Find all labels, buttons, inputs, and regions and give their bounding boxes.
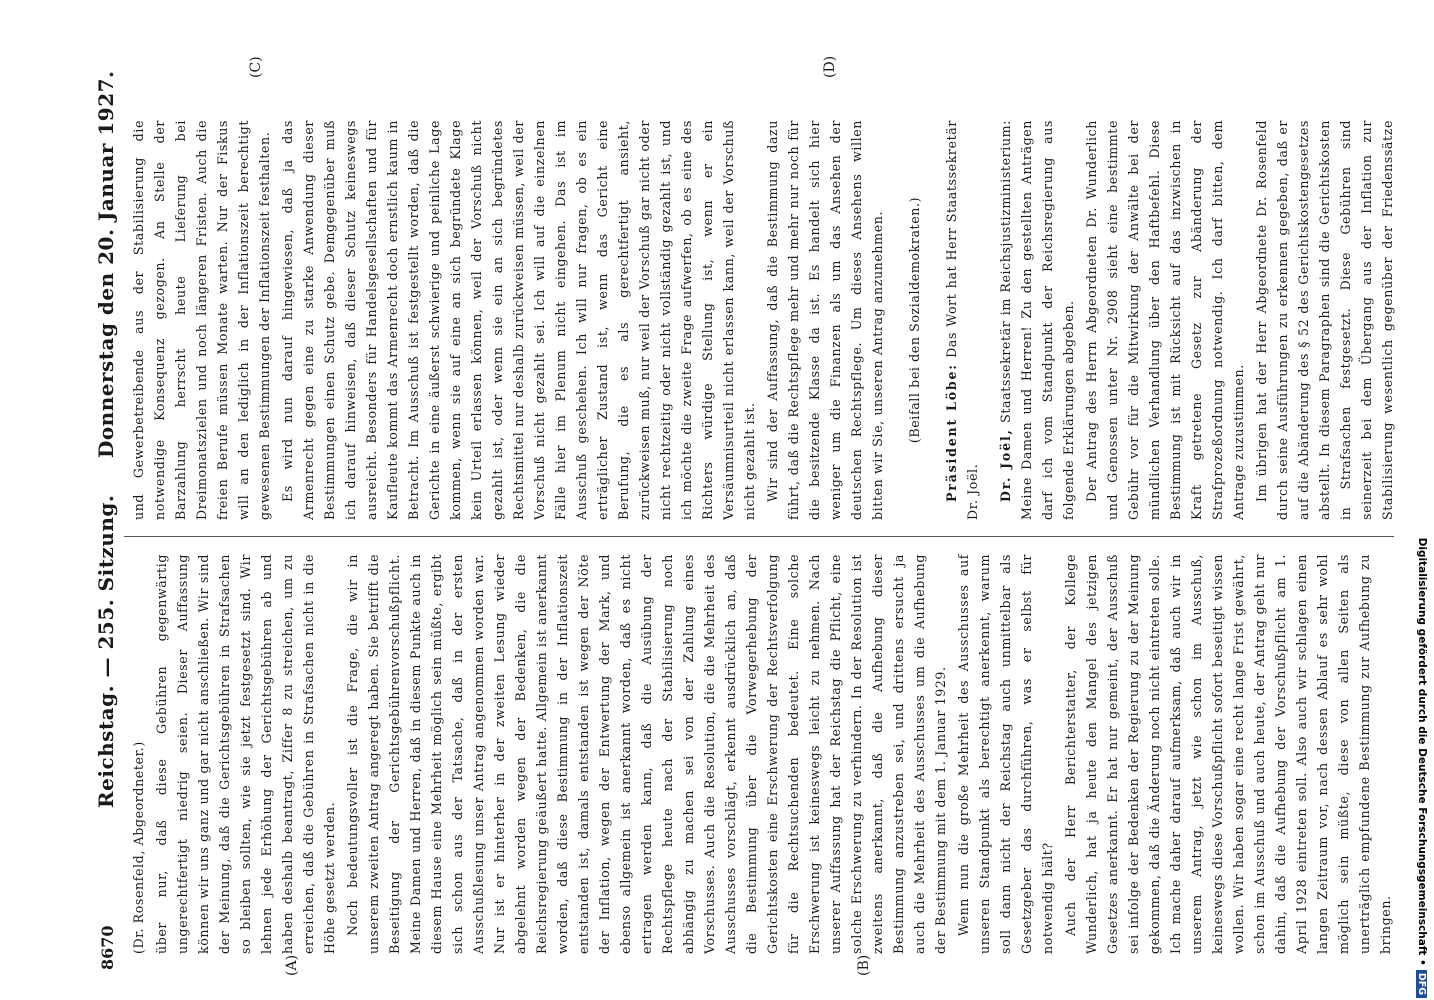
speaker-name: Präsident Löbe:	[944, 363, 959, 502]
paragraph: Wir sind der Auffassung, daß die Bestimmung dazu führt, daß die Rechtspflege mehr und mehr nur noch für die besitzende Klasse da ist. Es handelt sich hier weniger um die Finanzen als um das Ansehen der deutschen Rechtspflege. Um dieses Ansehens willen bitten wir Sie, unseren Antrag anzunehmen.	[765, 120, 885, 520]
paragraph: Noch bedeutungsvoller ist die Frage, die wir in unserem zweiten Antrag angeregt haben. Sie betrifft die Beseitigung der Gerichtsgebührenvorschußpflicht. Meine Damen und Herren, daß in diesem Punkte auch in diesem Hause eine Mehrheit möglich sein müßte, ergibt sich schon aus der Tatsache, daß in der ersten Ausschußlesung unser Antrag angenommen worden war. Nur ist er hinterher in der zweiten Lesung wieder abgelehnt worden wegen der Bedenken, die die Reichsregierung geäußert hatte. Allgemein ist anerkannt worden, daß diese Bestimmung in der Inflationszeit entstanden ist, damals entstanden ist wegen der Nöte der Inflation, wegen der Entwertung der Mark, und ebenso allgemein ist anerkannt worden, daß es nicht ertragen werden kann, daß die Ausübung der Rechtspflege heute nach der Stabilisierung noch abhängig zu machen sei von der Zahlung eines Vorschusses. Auch die Resolution, die die Mehrheit des Ausschusses vorschlägt, erkennt ausdrücklich an, daß die Bestimmung über die Vorwegerhebung der Gerichtskosten eine Erschwerung der Rechtsverfolgung für die Rechtsuchenden bedeutet. Eine solche Erschwerung ist keineswegs leicht zu nehmen. Nach unserer Auffassung hat der Reichstag die Pflicht, eine solche Erschwerung zu verhindern. In der Resolution ist zweitens anerkannt, daß die Aufhebung dieser Bestimmung anzustreben sei, und drittens ersucht ja auch die Mehrheit des Ausschusses um die Aufhebung der Bestimmung mit dem 1. Januar 1929.	[345, 554, 948, 954]
page-number: 8670	[98, 925, 117, 970]
printed-page	[88, 48, 1418, 978]
speaker-continuation: (Dr. Rosenfeld, Abgeordneter.)	[131, 741, 146, 954]
paragraph: über nur, daß diese Gebühren gegenwärtig ungerechtfertigt niedrig seien. Dieser Auffassung können wir uns ganz und gar nicht anschließen. Wir sind der Meinung, daß die Gerichtsgebühren in Strafsachen so bleiben sollten, wie sie jetzt festgesetzt sind. Wir lehnen jede Erhöhung der Gerichtsgebühren ab und haben deshalb beantragt, Ziffer 8 zu streichen, um zu erreichen, daß die Gebühren in Strafsachen nicht in die Höhe gesetzt werden.	[154, 554, 337, 954]
paragraph: Wenn nun die große Mehrheit des Ausschusses auf unseren Standpunkt als berechtigt anerkennt, warum soll dann nicht der Reichstag auch unmittelbar als Gesetzgeber das durchführen, was er selbst für notwendig hält?	[956, 554, 1055, 954]
left-column	[128, 554, 1398, 954]
speaker-name: Dr. Joël,	[998, 428, 1013, 502]
right-column	[128, 120, 1398, 520]
paragraph: und Gewerbetreibende aus der Stabilisierung die notwendige Konsequenz gezogen. An Stelle der Barzahlung herrscht heute Lieferung bei Dreimonatszielen und noch längeren Fristen. Auch die freien Berufe müssen Monate warten. Nur der Fiskus will an den lediglich in der Inflationszeit berechtigt gewesenen Bestimmungen der Inflationszeit festhalten.	[131, 120, 272, 520]
header-session: Reichstag. — 255. Sitzung.	[94, 494, 118, 808]
notice-text: Digitalisierung gefördert durch die Deutsche Forschungsgemeinschaft •	[1416, 537, 1428, 966]
remark-text: Das Wort hat Herr Staatssekretär Dr. Joël.	[944, 120, 980, 520]
paragraph: Im übrigen hat der Herr Abgeordnete Dr. Rosenfeld durch seine Ausführungen zu erkennen gegeben, daß er auf die Abänderung des § 52 des Gerichtskostengesetzes abstellt. In diesem Paragraphen sind die Gerichtskosten in Strafsachen festgesetzt. Diese Gebühren sind seinerzeit bei dem Übergang aus der Inflation zur Stabilisierung wesentlich gegenüber der Friedenssätze	[1254, 120, 1395, 520]
margin-mark-b: (B)	[856, 954, 872, 976]
margin-mark-d: (D)	[822, 55, 838, 78]
paragraph: Auch der Herr Berichterstatter, der Kollege Wunderlich, hat ja heute den Mangel des jetzigen Gesetzes anerkannt. Er hat nur gemeint, der Ausschuß sei infolge der Bedenken der Regierung zu der Meinung gekommen, daß die Änderung noch nicht eintreten solle. Ich mache daher darauf aufmerksam, daß auch wir in unserem Antrag, jetzt wie schon im Ausschuß, keineswegs diese Vorschußpflicht sofort beseitigt wissen wollen. Wir haben sogar eine recht lange Frist gewährt, schon im Ausschuß und auch heute, der Antrag geht nur dahin, daß die Aufhebung der Vorschußpflicht am 1. April 1928 eintreten soll. Also auch wir schlagen einen langen Zeitraum vor, nach dessen Ablauf es sehr wohl möglich sein müßte, diese von allen Seiten als unerträglich empfundene Bestimmung zur Aufhebung zu bringen.	[1063, 554, 1393, 954]
column-divider	[124, 536, 1394, 537]
margin-mark-a: (A)	[284, 954, 300, 976]
dfg-logo: DFG	[1416, 970, 1427, 998]
header-date: Donnerstag den 20. Januar 1927.	[94, 70, 118, 458]
digitization-notice	[1414, 8, 1428, 998]
paragraph: Es wird nun darauf hingewiesen, daß ja das Armenrecht gegen eine zu starke Anwendung dieser Bestimmungen einen Schutz gebe. Demgegenüber muß ich darauf hinweisen, daß dieser Schutz keineswegs ausreicht. Besonders für Handelsgesellschaften und für Kaufleute kommt das Armenrecht doch ernstlich kaum in Betracht. Im Ausschuß ist festgestellt worden, daß die Gerichte in eine äußerst schwierige und peinliche Lage kommen, wenn sie auf eine an sich begründete Klage kein Urteil erlassen können, weil der Vorschuß nicht gezahlt ist, oder wenn sie ein an sich begründetes Rechtsmittel nur deshalb zurückweisen müssen, weil der Vorschuß nicht gezahlt sei. Ich will auf die einzelnen Fälle hier im Plenum nicht eingehen. Das ist im Ausschuß geschehen. Ich will nur fragen, ob es ein erträglicher Zustand ist, wenn das Gericht eine Berufung, die es als gerechtfertigt ansieht, zurückweisen muß, nur weil der Vorschuß gar nicht oder nicht rechtzeitig oder nicht vollständig gezahlt ist, und ich möchte die zweite Frage aufwerfen, ob es eine des Richters würdige Stellung ist, wenn er ein Versäumnisurteil nicht erlassen kann, weil der Vorschuß nicht gezahlt ist.	[280, 120, 757, 520]
paragraph: Der Antrag des Herrn Abgeordneten Dr. Wunderlich und Genossen unter Nr. 2908 sieht eine bestimmte Gebühr vor für die Mitwirkung der Anwälte bei der mündlichen Verhandlung über den Haftbefehl. Diese Bestimmung ist mit Rücksicht auf das inzwischen in Kraft getretene Gesetz zur Abänderung der Strafprozeßordnung notwendig. Ich darf bitten, dem Antrage zuzustimmen.	[1084, 120, 1246, 520]
speech-text: Staatssekretär im Reichsjustizministerium: Meine Damen und Herren! Zu den gestellten Anträgen darf ich vom Standpunkt der Reichsregierung aus folgende Erklärungen abgeben.	[998, 120, 1076, 520]
applause-note: (Beifall bei den Sozialdemokraten.)	[907, 196, 922, 444]
margin-mark-c: (C)	[248, 56, 264, 78]
president-remark	[941, 120, 983, 520]
page-header	[88, 48, 122, 978]
joel-speech-intro	[995, 120, 1079, 520]
